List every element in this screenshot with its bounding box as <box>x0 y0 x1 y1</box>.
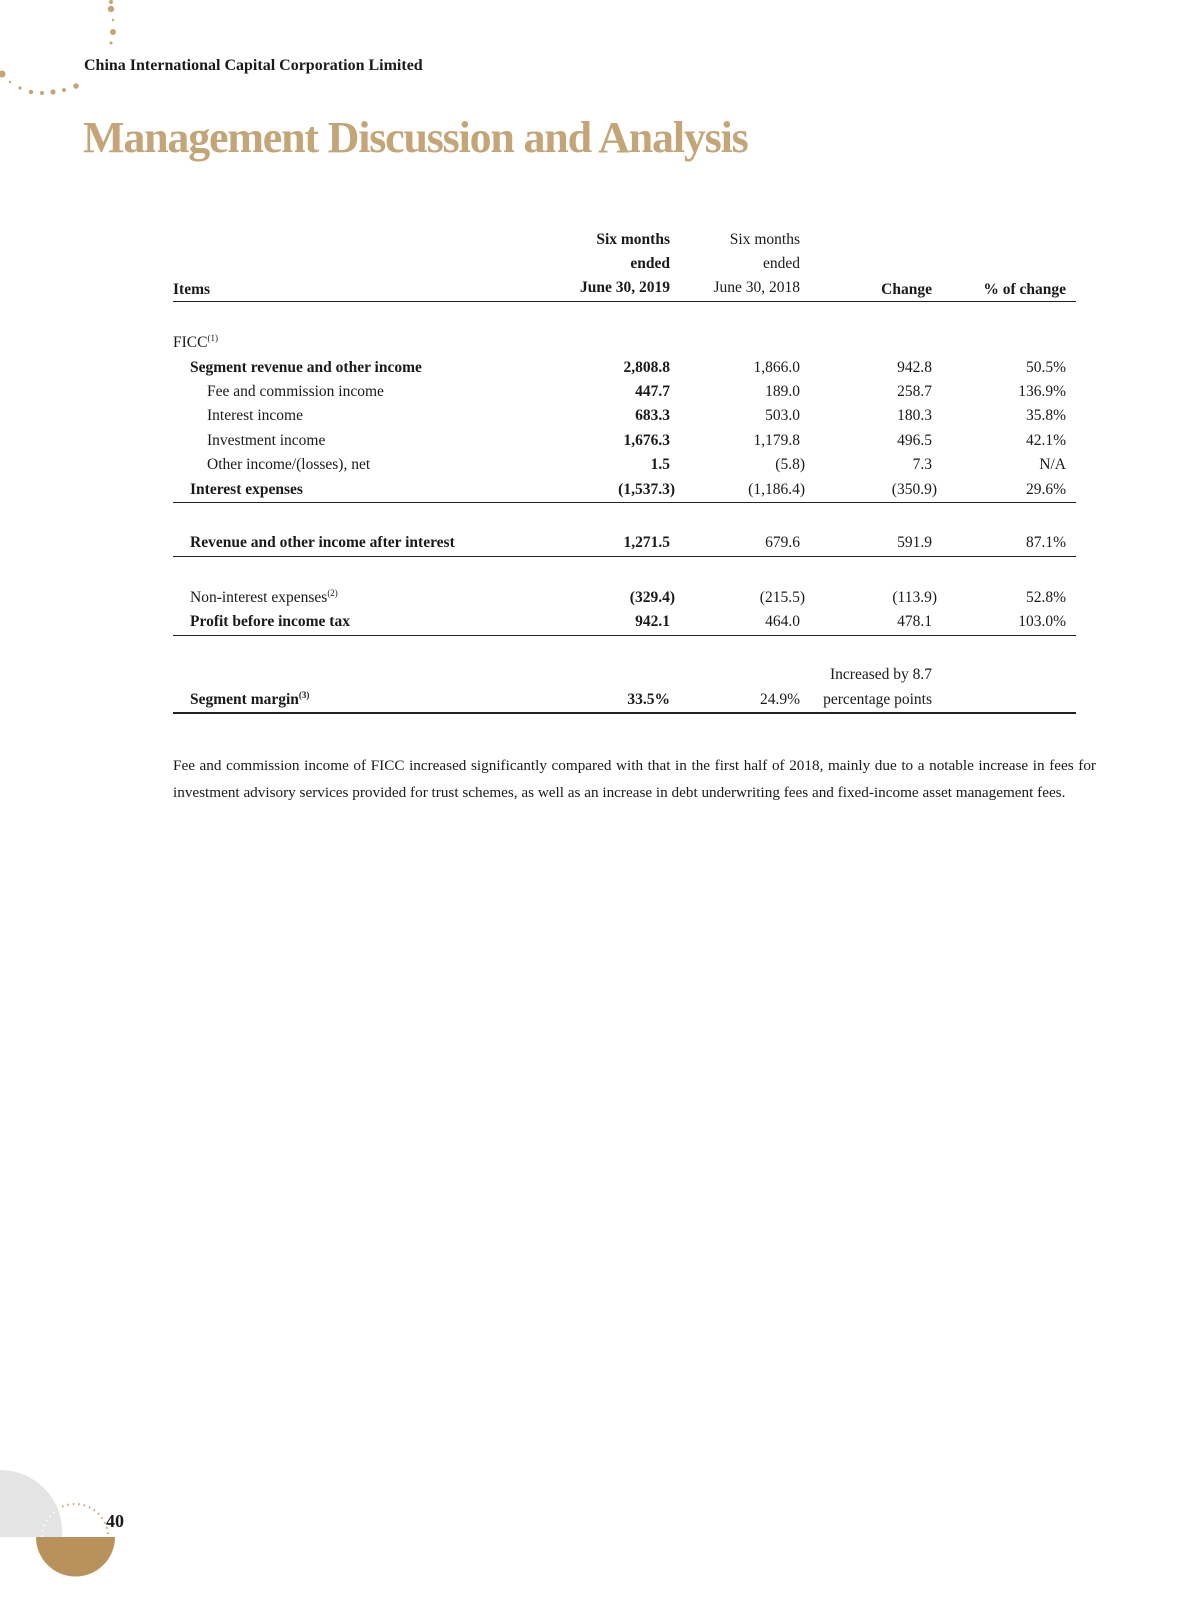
value-pct-change: 136.9% <box>1018 383 1066 400</box>
header-2019-line: ended <box>630 255 670 272</box>
footnote-ref: (1) <box>207 333 218 343</box>
footnote-ref: (2) <box>327 588 338 598</box>
value-2019: (1,537.3) <box>618 481 675 498</box>
table-row <box>0 586 1190 610</box>
row-label-text: Interest expenses <box>190 481 303 498</box>
table-row <box>0 478 1190 502</box>
value-change: 478.1 <box>897 613 932 630</box>
value-2018: 24.9% <box>759 691 800 708</box>
header-change: Change <box>881 281 932 298</box>
row-label-text: FICC <box>173 334 208 351</box>
body-paragraph: Fee and commission income of FICC increased significantly compared with that in the first half of 2018, mainly due to a notable increase in fees for investment advisory services provided for trust schemes, as well as an increase in debt underwriting fees and fixed-income asset management fees. <box>173 757 1096 801</box>
value-change: 180.3 <box>897 407 932 424</box>
header-items: Items <box>173 281 211 298</box>
header-2019-line: Six months <box>596 231 670 248</box>
header-2019 <box>580 228 670 300</box>
value-2019: 1,676.3 <box>623 432 670 449</box>
row-label-text: Interest income <box>207 407 303 424</box>
table-row <box>0 453 1190 477</box>
row-label-text: Segment margin <box>190 691 299 708</box>
table-rule <box>173 635 1076 636</box>
table-row <box>0 331 1190 355</box>
page-title: Management Discussion and Analysis <box>83 113 748 162</box>
value-change: 591.9 <box>897 534 932 551</box>
row-label <box>207 453 370 477</box>
row-label <box>207 429 325 453</box>
header-2019-line: June 30, 2019 <box>580 279 670 296</box>
decorative-dots-icon <box>0 0 120 100</box>
table-row <box>0 429 1190 453</box>
row-label <box>190 610 350 634</box>
row-label <box>207 404 303 428</box>
value-2019: (329.4) <box>629 589 675 606</box>
header-2018-line: June 30, 2018 <box>713 279 800 296</box>
value-2019: 1,271.5 <box>623 534 670 551</box>
footnote-ref: (3) <box>298 690 310 700</box>
row-label-text: Segment revenue and other income <box>190 359 422 376</box>
table-rule <box>173 712 1076 714</box>
value-2018: 464.0 <box>765 613 800 630</box>
table-row <box>0 404 1190 428</box>
value-2018: 1,179.8 <box>753 432 800 449</box>
row-label <box>190 478 303 502</box>
value-change: (113.9) <box>892 589 937 606</box>
table-row <box>0 356 1190 380</box>
value-pct-change: 87.1% <box>1025 534 1066 551</box>
row-label <box>190 356 422 380</box>
table-row <box>0 380 1190 404</box>
header-pct-change: % of change <box>983 281 1066 298</box>
value-pct-change: 35.8% <box>1025 407 1066 424</box>
value-change: (350.9) <box>891 481 937 498</box>
table-rule <box>173 301 1076 302</box>
value-2019: 447.7 <box>635 383 670 400</box>
row-label <box>190 586 338 610</box>
value-pct-change: 42.1% <box>1025 432 1066 449</box>
company-name: China International Capital Corporation Limited <box>84 57 423 74</box>
table-rule <box>173 556 1076 557</box>
value-pct-change: 103.0% <box>1018 613 1066 630</box>
page-number: 40 <box>106 1511 124 1531</box>
value-2019: 1.5 <box>650 456 670 473</box>
value-pct-change: 29.6% <box>1025 481 1066 498</box>
row-label-text: Revenue and other income after interest <box>190 534 455 551</box>
value-2018: (5.8) <box>775 456 805 473</box>
header-2018 <box>713 228 800 300</box>
value-change: 496.5 <box>897 432 932 449</box>
value-2018: 1,866.0 <box>753 359 800 376</box>
table-row <box>0 531 1190 555</box>
row-label <box>207 380 384 404</box>
value-pct-change: N/A <box>1039 456 1066 473</box>
row-label <box>190 688 309 712</box>
value-pct-change: 52.8% <box>1025 589 1066 606</box>
value-2018: (215.5) <box>759 589 805 606</box>
row-label-text: Profit before income tax <box>190 613 350 630</box>
value-2018: 679.6 <box>765 534 800 551</box>
value-2019: 942.1 <box>635 613 670 630</box>
table-rule <box>173 502 1076 503</box>
value-pct-change: 50.5% <box>1025 359 1066 376</box>
table-row <box>0 610 1190 634</box>
value-2018: 503.0 <box>765 407 800 424</box>
header-2018-line: ended <box>762 255 800 272</box>
value-2019: 2,808.8 <box>623 359 670 376</box>
header-2018-line: Six months <box>729 231 800 248</box>
row-label-text: Investment income <box>207 432 326 449</box>
value-change: 942.8 <box>897 359 932 376</box>
value-change: Increased by 8.7 percentage points <box>823 666 932 708</box>
row-label-text: Non-interest expenses <box>190 589 328 606</box>
value-2019: 683.3 <box>635 407 670 424</box>
value-2018: (1,186.4) <box>748 481 805 498</box>
row-label-text: Other income/(losses), net <box>207 456 371 473</box>
table-row <box>0 666 1190 712</box>
value-2018: 189.0 <box>765 383 800 400</box>
row-label <box>190 531 455 555</box>
value-2019: 33.5% <box>627 691 670 708</box>
row-label-text: Fee and commission income <box>207 383 384 400</box>
value-change: 7.3 <box>912 456 932 473</box>
value-change: 258.7 <box>897 383 932 400</box>
row-label <box>173 331 218 355</box>
